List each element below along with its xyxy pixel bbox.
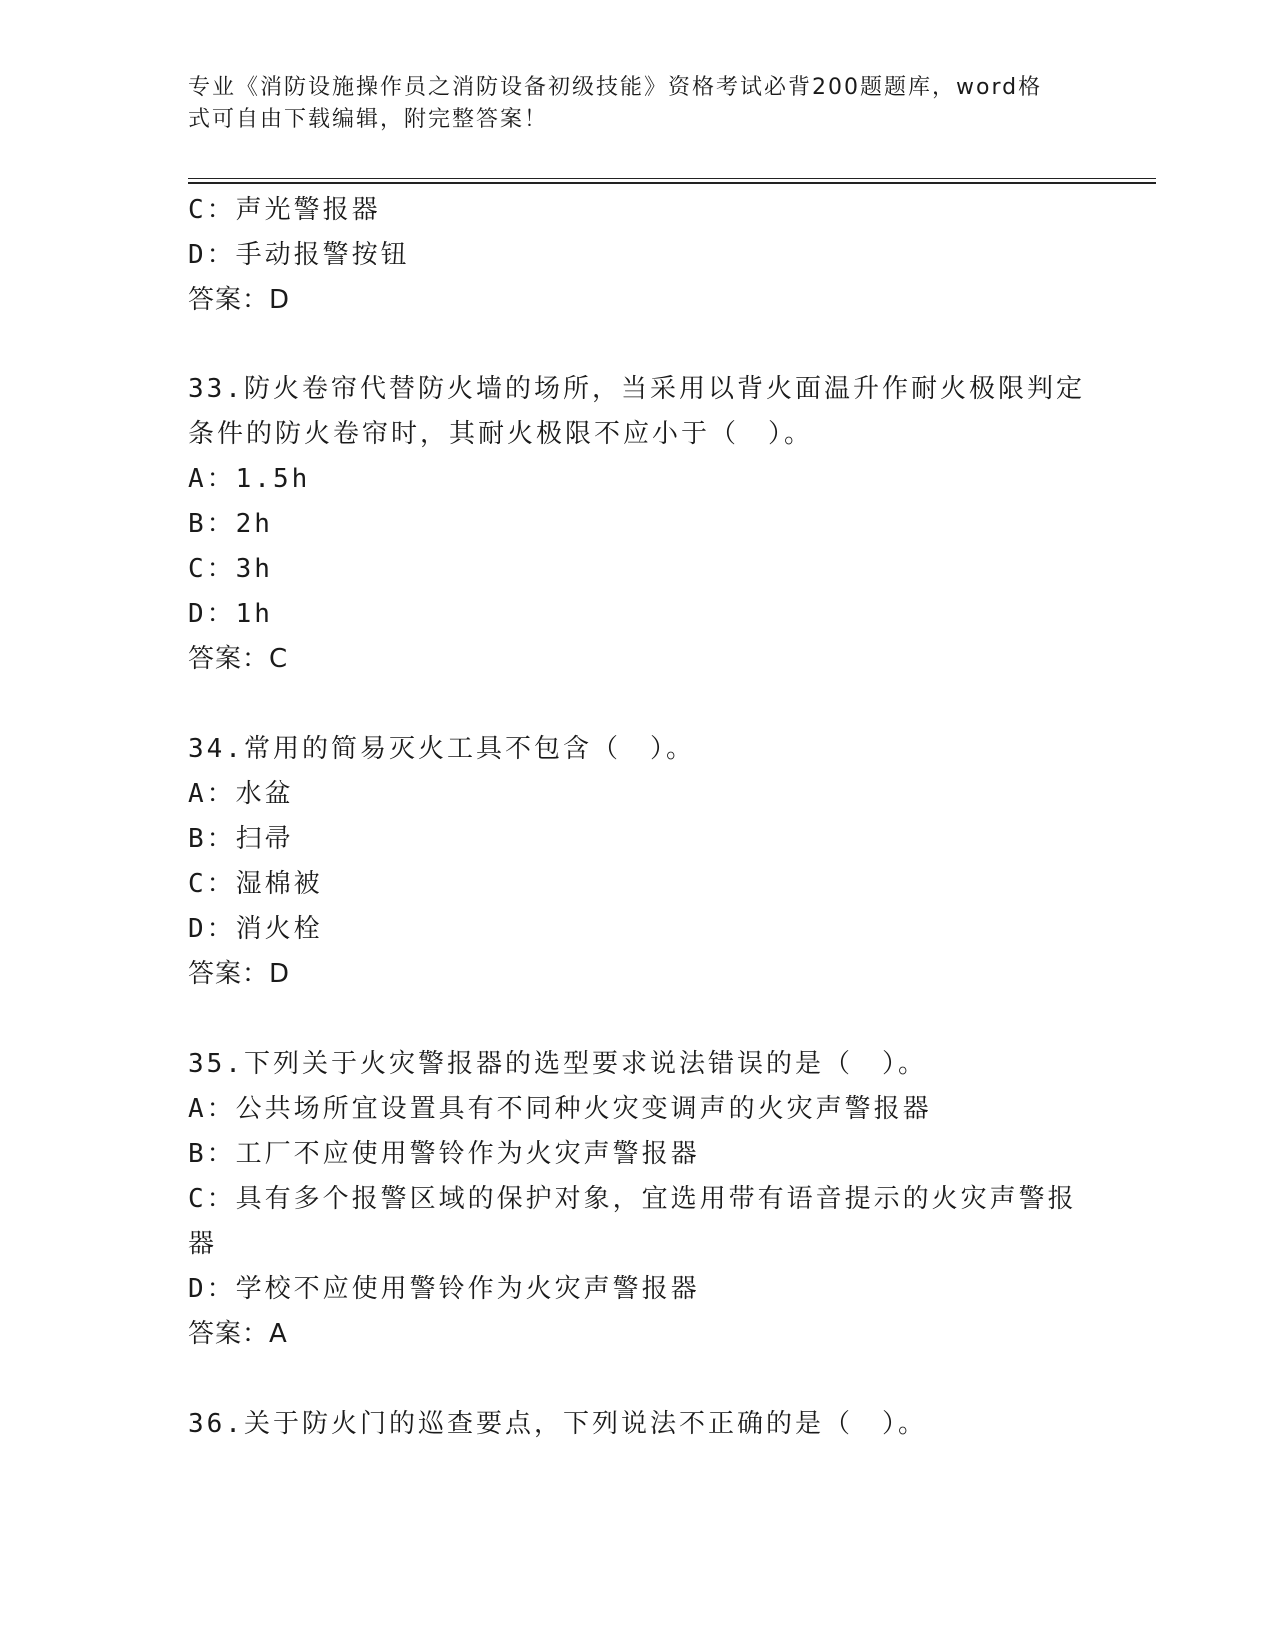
q35-option-b: B：工厂不应使用警铃作为火灾声警报器 (188, 1139, 700, 1169)
q32-answer: 答案：D (188, 285, 291, 315)
q34-stem: 34.常用的简易灭火工具不包含（ ）。 (188, 734, 695, 764)
q33-stem-line-2: 条件的防火卷帘时，其耐火极限不应小于（ ）。 (188, 419, 814, 449)
q35-answer: 答案：A (188, 1319, 288, 1349)
q35-stem: 35.下列关于火灾警报器的选型要求说法错误的是（ ）。 (188, 1049, 927, 1079)
q33-stem-line-1: 33.防火卷帘代替防火墙的场所，当采用以背火面温升作耐火极限判定 (188, 374, 1085, 404)
q33-option-c: C：3h (188, 554, 273, 584)
header-divider-thick (188, 182, 1156, 184)
q34-option-c: C：湿棉被 (188, 869, 323, 899)
q33-answer: 答案：C (188, 644, 289, 674)
header-divider-thin (188, 178, 1156, 179)
q34-option-d: D：消火栓 (188, 914, 323, 944)
q35-option-c-line-2: 器 (188, 1229, 218, 1259)
header-line-1: 专业《消防设施操作员之消防设备初级技能》资格考试必背200题题库，word格 (188, 75, 1043, 100)
q34-answer: 答案：D (188, 959, 291, 989)
q33-option-d: D：1h (188, 599, 273, 629)
document-header (188, 72, 1068, 136)
q36-stem: 36.关于防火门的巡查要点，下列说法不正确的是（ ）。 (188, 1409, 927, 1439)
header-line-2: 式可自由下载编辑，附完整答案！ (188, 107, 549, 132)
q32-option-c: C：声光警报器 (188, 195, 381, 225)
q35-option-a: A：公共场所宜设置具有不同种火灾变调声的火灾声警报器 (188, 1094, 932, 1124)
q34-option-b: B：扫帚 (188, 824, 294, 854)
q33-option-a: A：1.5h (188, 464, 311, 494)
q35-option-d: D：学校不应使用警铃作为火灾声警报器 (188, 1274, 700, 1304)
q34-option-a: A：水盆 (188, 779, 294, 809)
q35-option-c-line-1: C：具有多个报警区域的保护对象，宜选用带有语音提示的火灾声警报 (188, 1184, 1077, 1214)
q33-option-b: B：2h (188, 509, 273, 539)
q32-option-d: D：手动报警按钮 (188, 240, 410, 270)
